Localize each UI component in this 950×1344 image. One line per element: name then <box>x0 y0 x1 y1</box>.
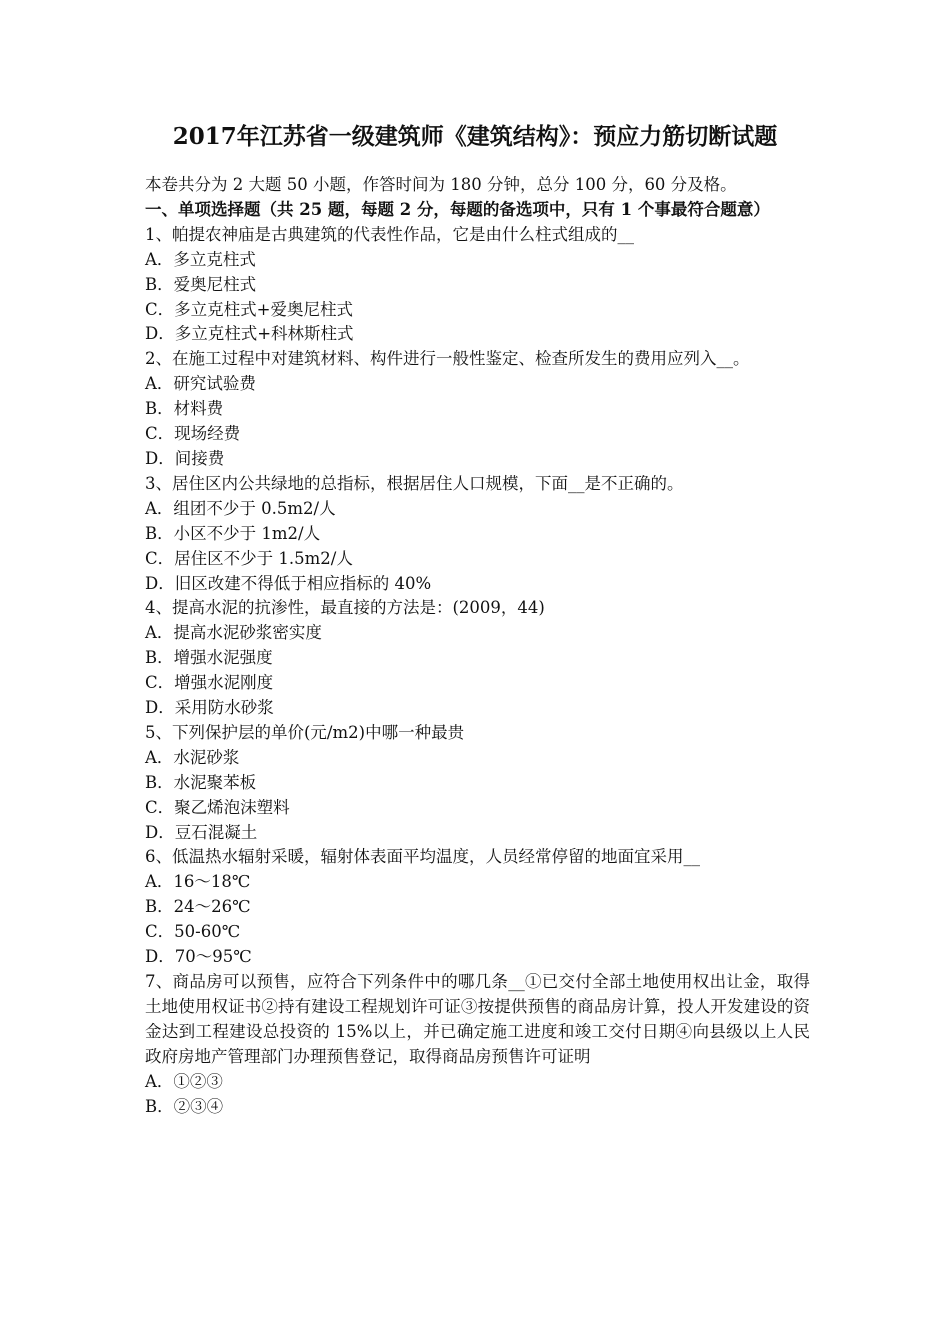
question-6 <box>145 845 810 970</box>
question-stem: 6、低温热水辐射采暖，辐射体表面平均温度，人员经常停留的地面宜采用__ <box>145 847 700 867</box>
option-a: A．16～18℃ <box>145 872 251 892</box>
question-stem: 3、居住区内公共绿地的总指标，根据居住人口规模，下面__是不正确的。 <box>145 473 684 493</box>
option-b: B．②③④ <box>145 1096 224 1116</box>
question-stem: 7、商品房可以预售，应符合下列条件中的哪几条__①已交付全部土地使用权出让金，取得土地使用权证书②持有建设工程规划许可证③按提供预售的商品房计算，投人开发建设的资金达到工程建设总投资的 15%以上，并已确定施工进度和竣工交付日期④向县级以上人民政府房地产管理部门办理预售登记，取得商品房预售许可证明 <box>145 972 810 1066</box>
option-b: B．小区不少于 1m2/人 <box>145 523 321 543</box>
question-7 <box>145 970 810 1119</box>
option-d: D．70～95℃ <box>145 947 252 967</box>
page-title: 2017年江苏省一级建筑师《建筑结构》：预应力筋切断试题 <box>172 123 778 150</box>
option-d: D．豆石混凝土 <box>145 822 258 842</box>
option-d: D．间接费 <box>145 448 225 468</box>
question-stem: 1、帕提农神庙是古典建筑的代表性作品，它是由什么柱式组成的__ <box>145 224 634 244</box>
option-a: A．①②③ <box>145 1071 223 1091</box>
option-a: A．组团不少于 0.5m2/人 <box>145 498 336 518</box>
question-2 <box>145 347 810 472</box>
option-d: D．旧区改建不得低于相应指标的 40% <box>145 573 432 593</box>
option-b: B．24～26℃ <box>145 897 251 917</box>
option-c: C．多立克柱式+爱奥尼柱式 <box>145 299 353 319</box>
question-stem: 5、下列保护层的单价(元/m2)中哪一种最贵 <box>145 722 465 742</box>
section-heading: 一、单项选择题（共 25 题，每题 2 分，每题的备选项中，只有 1 个事最符合题意） <box>145 199 770 219</box>
question-3 <box>145 472 810 597</box>
option-c: C．聚乙烯泡沫塑料 <box>145 797 290 817</box>
option-a: A．多立克柱式 <box>145 249 256 269</box>
question-5 <box>145 721 810 846</box>
document-body <box>145 173 810 1119</box>
option-c: C．50-60℃ <box>145 922 241 942</box>
exam-intro: 本卷共分为 2 大题 50 小题，作答时间为 180 分钟，总分 100 分，60 分及格。 <box>145 175 737 194</box>
option-c: C．现场经费 <box>145 424 241 444</box>
option-d: D．多立克柱式+科林斯柱式 <box>145 324 354 344</box>
question-1 <box>145 223 810 348</box>
option-c: C．居住区不少于 1.5m2/人 <box>145 548 353 568</box>
option-a: A．提高水泥砂浆密实度 <box>145 623 322 643</box>
option-b: B．爱奥尼柱式 <box>145 274 257 294</box>
option-a: A．研究试验费 <box>145 374 256 394</box>
option-b: B．材料费 <box>145 399 224 419</box>
question-stem: 4、提高水泥的抗渗性，最直接的方法是：(2009，44) <box>145 598 545 618</box>
option-b: B．增强水泥强度 <box>145 648 273 668</box>
question-4 <box>145 596 810 721</box>
question-stem: 2、在施工过程中对建筑材料、构件进行一般性鉴定、检查所发生的费用应列入__。 <box>145 349 750 369</box>
option-c: C．增强水泥刚度 <box>145 673 274 693</box>
option-d: D．采用防水砂浆 <box>145 698 274 718</box>
option-b: B．水泥聚苯板 <box>145 772 257 792</box>
option-a: A．水泥砂浆 <box>145 747 240 767</box>
